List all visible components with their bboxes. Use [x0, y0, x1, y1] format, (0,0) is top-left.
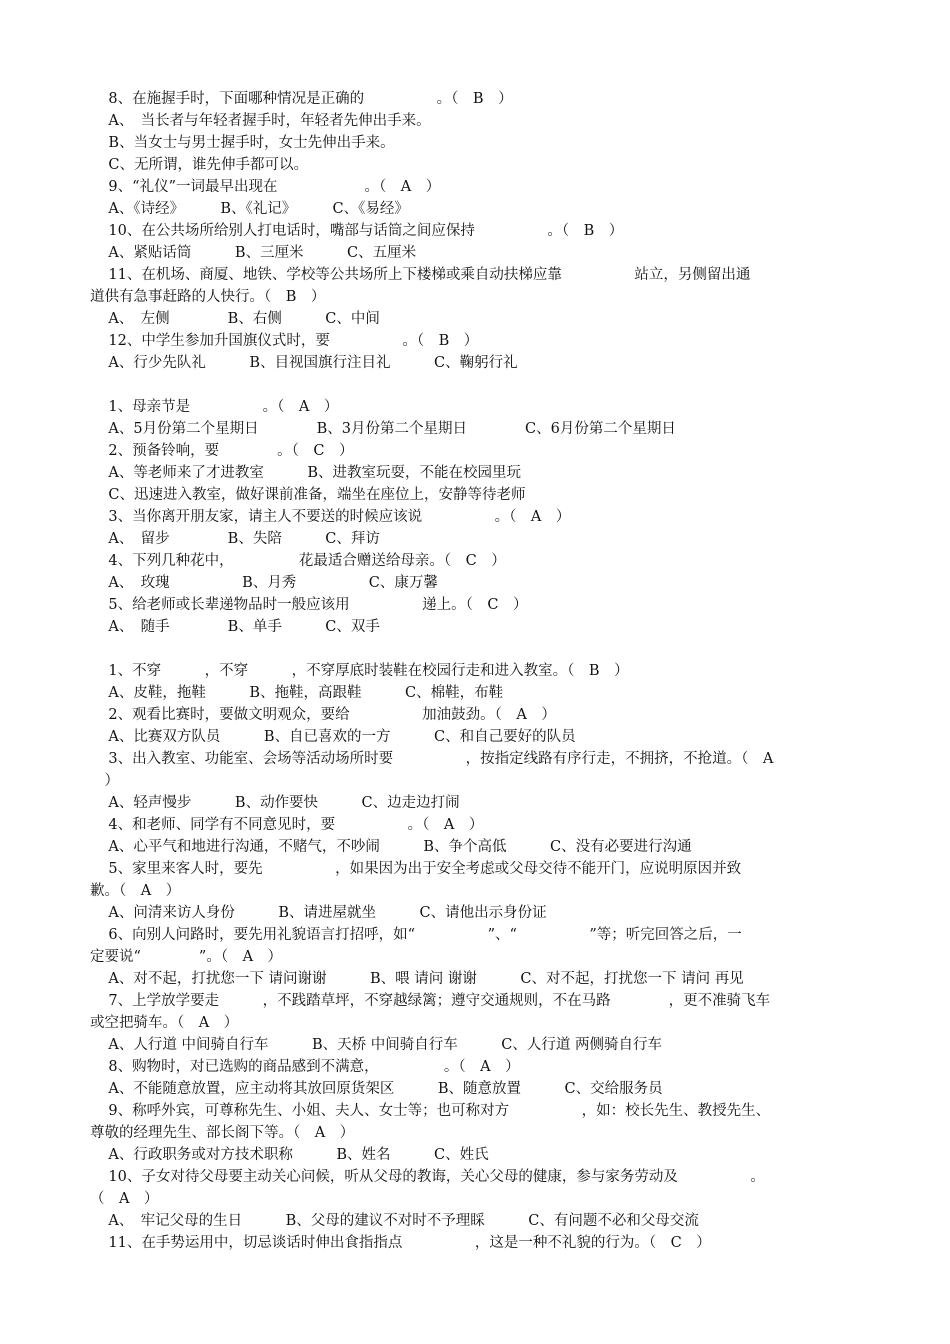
text-line: 9、称呼外宾，可尊称先生、小姐、夫人、女士等；也可称对方 ，如：校长先生、教授先生、 — [90, 1103, 771, 1119]
text-line: A、对不起，打扰您一下 请问谢谢 B、喂 请问 谢谢 C、对不起，打扰您一下 请问 再见 — [90, 971, 744, 987]
text-line: A、皮鞋，拖鞋 B、拖鞋，高跟鞋 C、棉鞋，布鞋 — [90, 685, 504, 701]
text-line: A、不能随意放置，应主动将其放回原货架区 B、随意放置 C、交给服务员 — [90, 1081, 663, 1097]
text-line: 3、当你离开朋友家，请主人不要送的时候应该说 。（ A ） — [90, 509, 571, 525]
text-line: A、 当长者与年轻者握手时，年轻者先伸出手来。 — [90, 113, 431, 129]
text-line: A、问清来访人身份 B、请进屋就坐 C、请他出示身份证 — [90, 905, 547, 921]
text-line: 5、家里来客人时，要先 ，如果因为出于安全考虑或父母交待不能开门，应说明原因并致 — [90, 861, 742, 877]
text-line: 1、不穿 ，不穿 ，不穿厚底时装鞋在校园行走和进入教室。（ B ） — [90, 663, 629, 679]
question-list — [90, 88, 860, 1254]
text-line: 道供有急事赶路的人快行。（ B ） — [90, 289, 326, 305]
text-line: 8、在施握手时，下面哪种情况是正确的 。（ B ） — [90, 91, 513, 107]
text-line: B、当女士与男士握手时，女士先伸出手来。 — [90, 135, 395, 151]
text-line: A、人行道 中间骑自行车 B、天桥 中间骑自行车 C、人行道 两侧骑自行车 — [90, 1037, 662, 1053]
text-line: C、迅速进入教室，做好课前准备，端坐在座位上，安静等待老师 — [90, 487, 526, 503]
text-line: 或空把骑车。（ A ） — [90, 1015, 239, 1031]
text-line: 尊敬的经理先生、部长阁下等。（ A ） — [90, 1125, 355, 1141]
text-line: 10、在公共场所给别人打电话时，嘴部与话筒之间应保持 。（ B ） — [90, 223, 624, 239]
text-line: A、行少先队礼 B、目视国旗行注目礼 C、鞠躬行礼 — [90, 355, 518, 371]
text-line: A、 玫瑰 B、月秀 C、康万馨 — [90, 575, 438, 591]
text-line: 10、子女对待父母要主动关心问候，听从父母的教诲，关心父母的健康，参与家务劳动及 。 — [90, 1169, 765, 1185]
text-line: A、 留步 B、失陪 C、拜访 — [90, 531, 380, 547]
text-line: A、 随手 B、单手 C、双手 — [90, 619, 380, 635]
text-line: A、比赛双方队员 B、自已喜欢的一方 C、和自己要好的队员 — [90, 729, 576, 745]
text-line: A、 左侧 B、右侧 C、中间 — [90, 311, 380, 327]
text-line: 9、“礼仪”一词最早出现在 。（ A ） — [90, 179, 441, 195]
text-line: A、心平气和地进行沟通，不赌气，不吵闹 B、争个高低 C、没有必要进行沟通 — [90, 839, 692, 855]
text-line: 歉。（ A ） — [90, 883, 181, 899]
text-line: C、无所谓，谁先伸手都可以。 — [90, 157, 309, 173]
text-line: ） — [90, 773, 119, 789]
section-gap — [90, 374, 860, 396]
text-line: 1、母亲节是 。（ A ） — [90, 399, 339, 415]
text-line: 4、下列几种花中， 花最适合赠送给母亲。（ C ） — [90, 553, 506, 569]
section-gap — [90, 638, 860, 660]
text-line: 12、中学生参加升国旗仪式时，要 。（ B ） — [90, 333, 479, 349]
text-line: （ A ） — [90, 1191, 159, 1207]
text-line: A、行政职务或对方技术职称 B、姓名 C、姓氏 — [90, 1147, 489, 1163]
text-line: 2、预备铃响，要 。（ C ） — [90, 443, 354, 459]
text-line: 6、向别人问路时，要先用礼貌语言打招呼，如“ ”、“ ”等；听完回答之后，一 — [90, 927, 742, 943]
text-line: A、5月份第二个星期日 B、3月份第二个星期日 C、6月份第二个星期日 — [90, 421, 676, 437]
text-line: 7、上学放学要走 ，不践踏草坪，不穿越绿篱；遵守交通规则，不在马路 ，更不准骑飞车 — [90, 993, 771, 1009]
text-line: 11、在手势运用中，切忌谈话时伸出食指指点 ，这是一种不礼貌的行为。（ C ） — [90, 1235, 711, 1251]
text-line: 8、购物时，对已选购的商品感到不满意， 。（ A ） — [90, 1059, 520, 1075]
text-line: 2、观看比赛时，要做文明观众，要给 加油鼓劲。（ A ） — [90, 707, 556, 723]
text-line: A、 牢记父母的生日 B、父母的建议不对时不予理睬 C、有问题不必和父母交流 — [90, 1213, 699, 1229]
text-line: 4、和老师、同学有不同意见时，要 。（ A ） — [90, 817, 484, 833]
text-line: 3、出入教室、功能室、会场等活动场所时要 ，按指定线路有序行走，不拥挤，不抢道。（ A — [90, 751, 774, 767]
text-line: 定要说“ ”。（ A ） — [90, 949, 283, 965]
text-line: 5、给老师或长辈递物品时一般应该用 递上。（ C ） — [90, 597, 528, 613]
text-line: A、《诗经》 B、《礼记》 C、《易经》 — [90, 201, 409, 217]
text-line: A、紧贴话筒 B、三厘米 C、五厘米 — [90, 245, 417, 261]
text-line: 11、在机场、商厦、地铁、学校等公共场所上下楼梯或乘自动扶梯应靠 站立，另侧留出通 — [90, 267, 751, 283]
text-line: A、等老师来了才进教室 B、进教室玩耍，不能在校园里玩 — [90, 465, 522, 481]
text-line: A、轻声慢步 B、动作要快 C、边走边打闹 — [90, 795, 460, 811]
